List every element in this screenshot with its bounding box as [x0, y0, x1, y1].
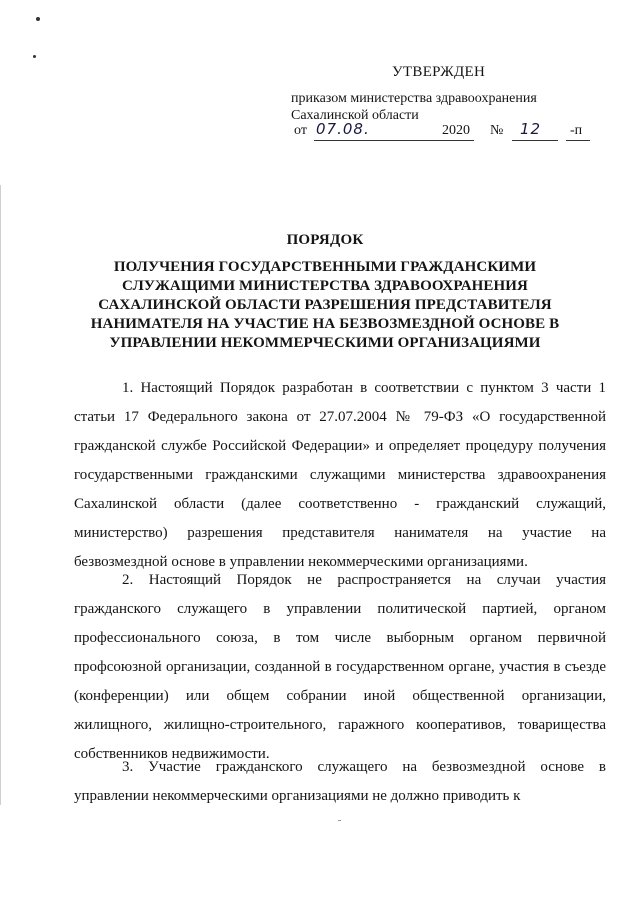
scan-mark: [338, 820, 341, 821]
scan-speck: [36, 17, 40, 21]
document-title: ПОРЯДОК: [286, 232, 364, 248]
number-sign: №: [490, 123, 504, 138]
suffix-underline: [566, 140, 590, 141]
year: 2020: [442, 123, 470, 138]
handwritten-number: 12: [520, 120, 542, 138]
approved-label: УТВЕРЖДЕН: [392, 64, 486, 80]
paragraph-3: 3. Участие гражданского служащего на безвозмездной основе в управлении некоммерческими организациями не должно приводить к: [74, 759, 606, 804]
paragraph-2: 2. Настоящий Порядок не распространяется на случаи участия гражданского служащего в управлении политической партией, органом профессионального союза, в том числе выборным органом первичной профсоюзной организации, созданной в государственном органе, участия в съезде (конференции) или общем собрании иной общественной организации, жилищного, жилищно-строительного, гаражного кооперативов, товарищества собственников недвижимости.: [74, 572, 606, 762]
number-suffix: -п: [570, 123, 583, 138]
paragraph-1: 1. Настоящий Порядок разработан в соответствии с пунктом 3 части 1 статьи 17 Федерального закона от 27.07.2004 № 79-ФЗ «О государственной гражданской службе Российской Федерации» и определяет процедуру получения государственными гражданскими служащими министерства здравоохранения Сахалинской области (далее соответственно - гражданский служащий, министерство) разрешения представителя нанимателя на участие на безвозмездной основе в управлении некоммерческими организациями.: [74, 380, 606, 570]
date-prefix: от: [294, 123, 307, 138]
handwritten-date: 07.08.: [316, 120, 370, 138]
date-underline: [314, 140, 474, 141]
number-underline: [512, 140, 558, 141]
region-text: Сахалинской области: [291, 108, 419, 123]
order-date-number-line: [294, 120, 594, 145]
scan-speck: [33, 55, 36, 58]
order-text: приказом министерства здравоохранения: [291, 91, 537, 106]
scan-edge-line: [0, 185, 1, 805]
document-heading: ПОЛУЧЕНИЯ ГОСУДАРСТВЕННЫМИ ГРАЖДАНСКИМИ СЛУЖАЩИМИ МИНИСТЕРСТВА ЗДРАВООХРАНЕНИЯ САХАЛИНСКОЙ ОБЛАСТИ РАЗРЕШЕНИЯ ПРЕДСТАВИТЕЛЯ НАНИМАТЕЛЯ НА УЧАСТИЕ НА БЕЗВОЗМЕЗДНОЙ ОСНОВЕ В УПРАВЛЕНИИ НЕКОММЕРЧЕСКИМИ ОРГАНИЗАЦИЯМИ: [90, 259, 560, 351]
